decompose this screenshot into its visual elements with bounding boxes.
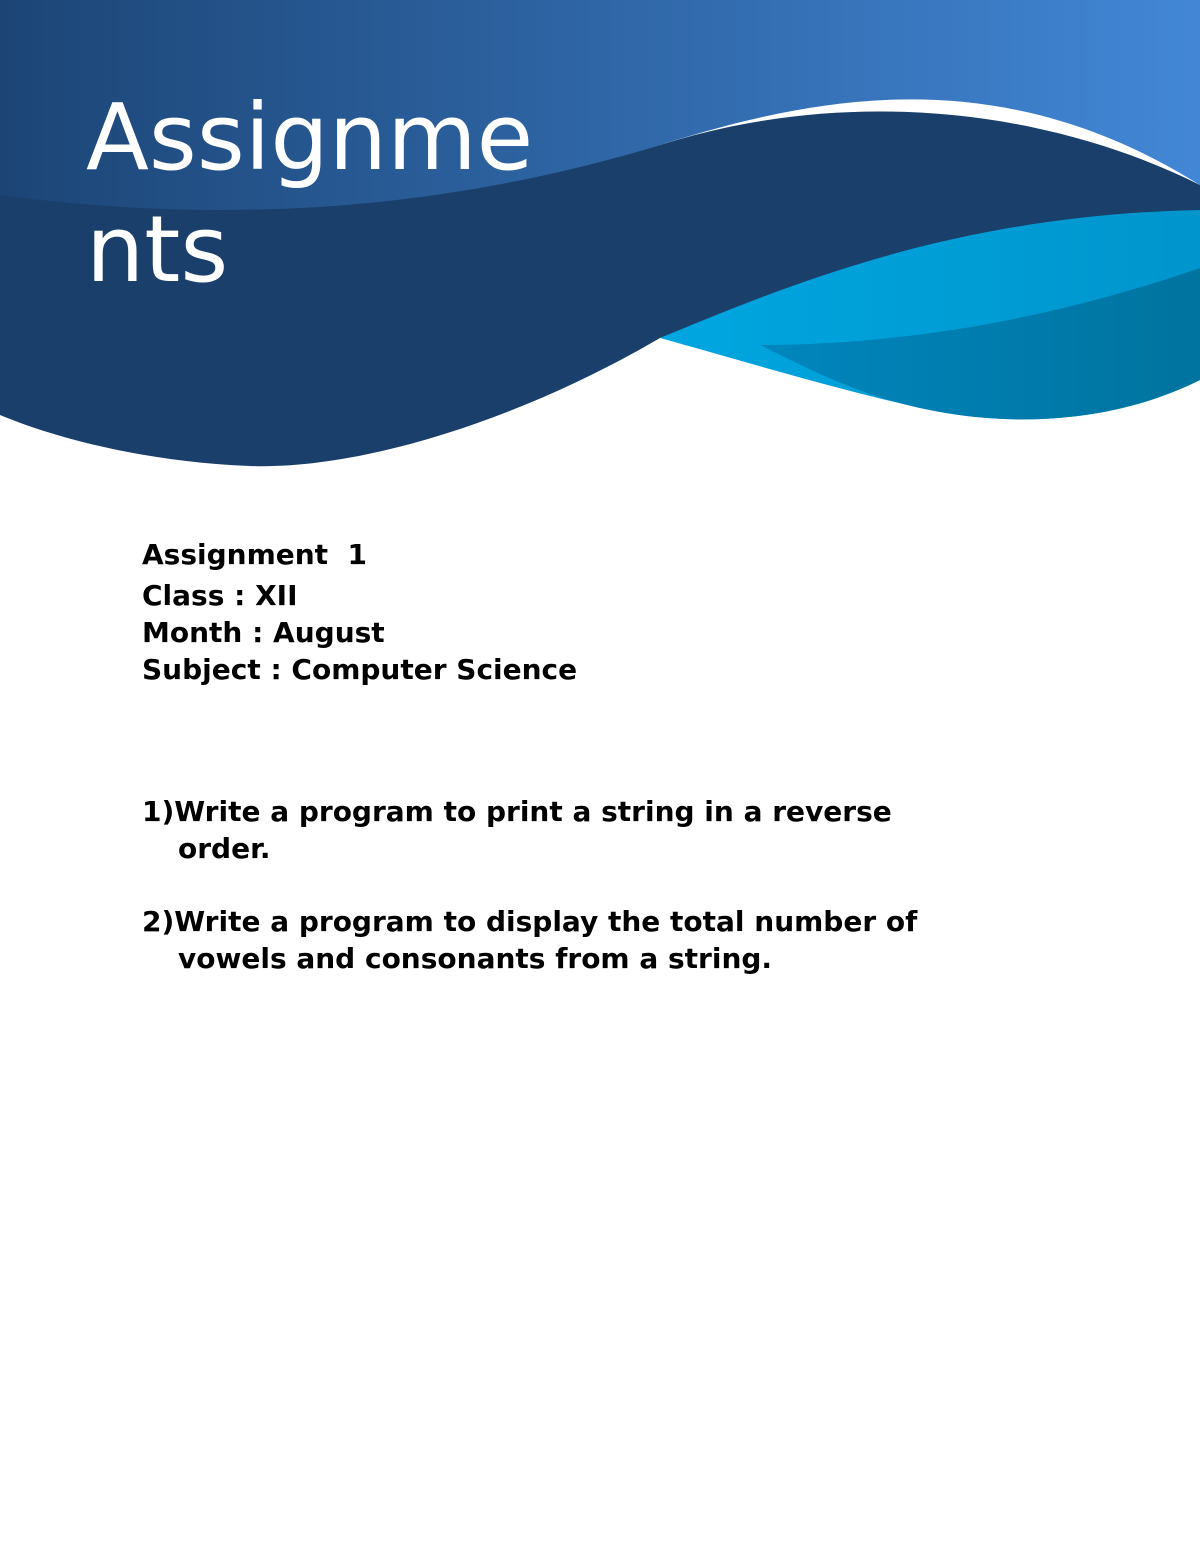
- class-line: Class : XII: [142, 579, 298, 612]
- question-1-line-1: 1)Write a program to print a string in a reverse: [142, 795, 892, 828]
- question-2-line-2: vowels and consonants from a string.: [178, 942, 773, 975]
- month-line: Month : August: [142, 616, 385, 649]
- subject-line: Subject : Computer Science: [142, 653, 578, 686]
- question-item: [142, 793, 1042, 867]
- question-list: [142, 793, 1042, 1013]
- question-item: [142, 903, 1042, 977]
- question-1-line-2: order.: [178, 832, 271, 865]
- assignment-details: [142, 536, 577, 688]
- cover-title-line-2: nts: [86, 196, 229, 303]
- question-2-line-1: 2)Write a program to display the total number of: [142, 905, 918, 938]
- cover-title-line-1: Assignme: [86, 84, 534, 191]
- assignment-number: Assignment 1: [142, 538, 368, 571]
- cover-title: [86, 82, 606, 306]
